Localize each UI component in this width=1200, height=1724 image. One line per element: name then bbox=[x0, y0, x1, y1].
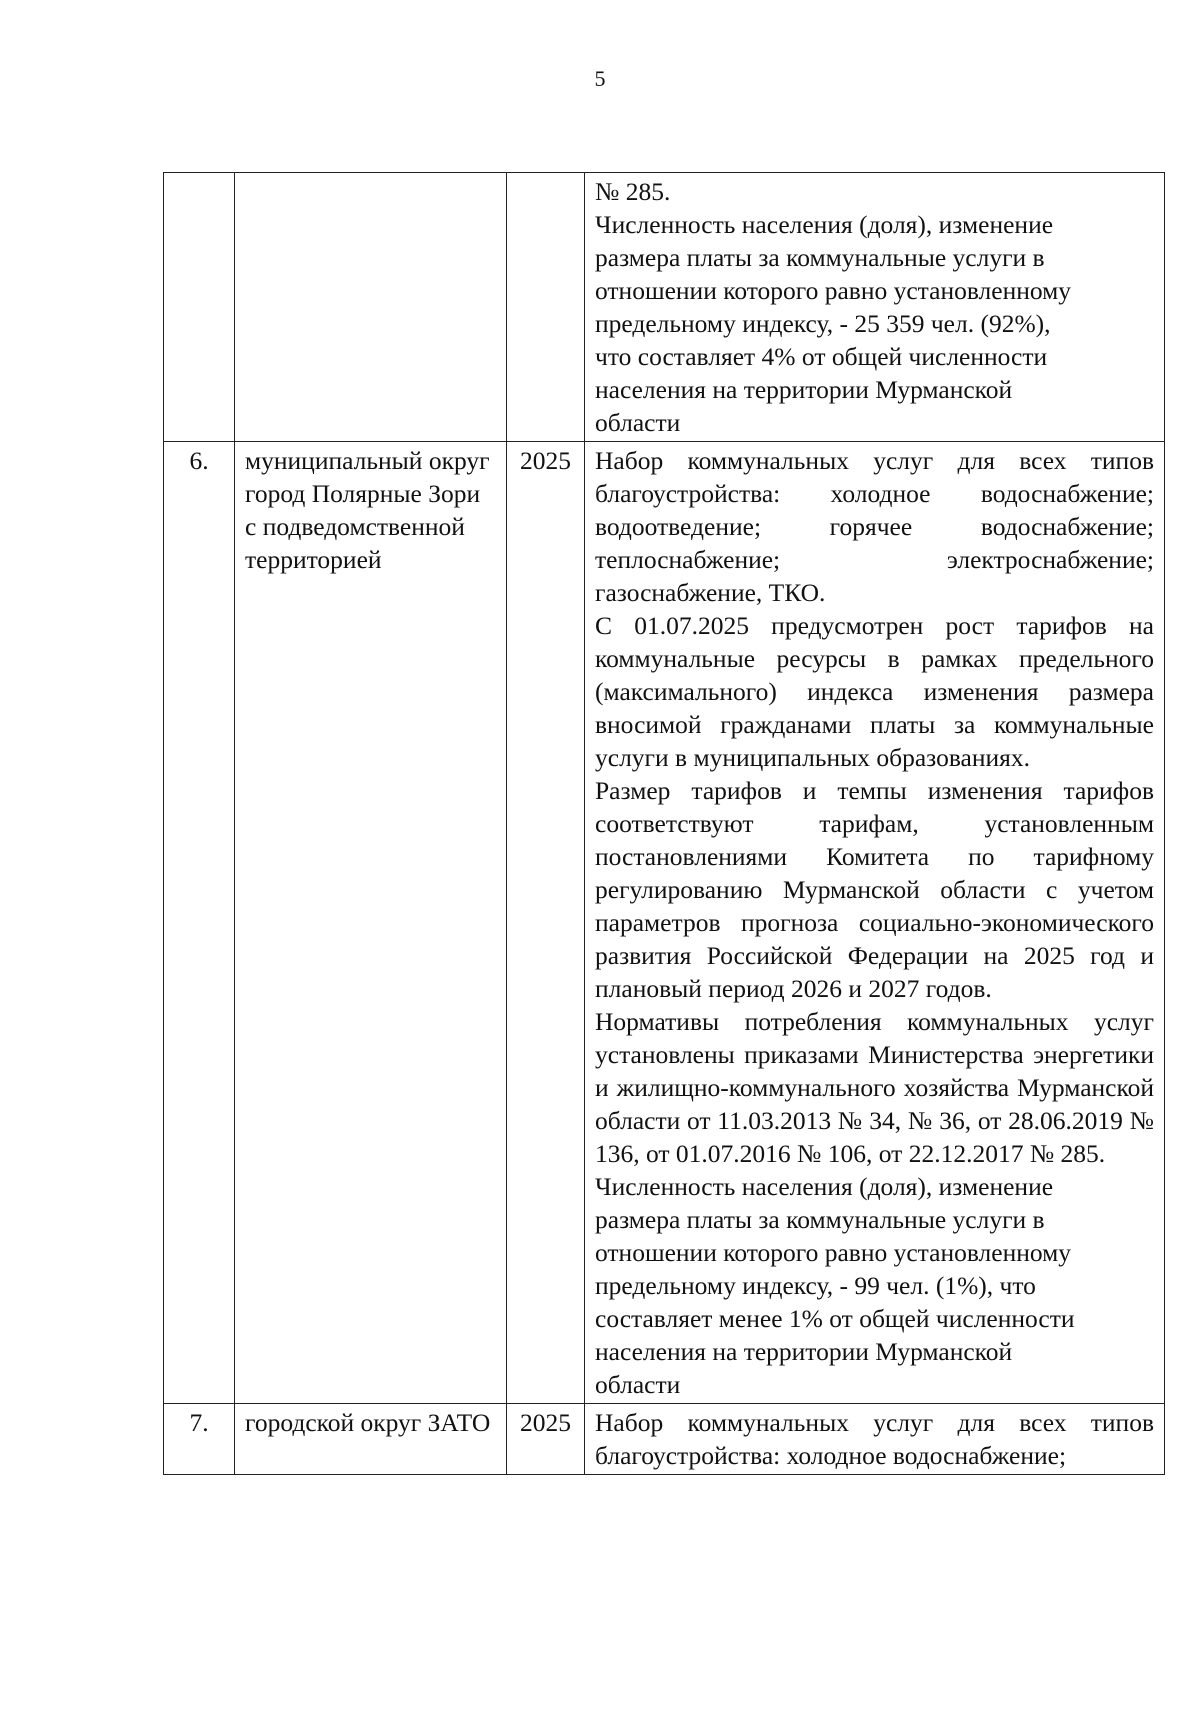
text-line: предельному индексу, - 25 359 чел. (92%), bbox=[595, 309, 1051, 338]
text-line: Численность населения (доля), изменение bbox=[595, 210, 1054, 239]
description-paragraph: Размер тарифов и темпы изменения тарифов соответствуют тарифам, установленным постановлениями Комитета по тарифному регулированию Мурманской области с учетом параметров прогноза социально-экономического развития Российской Федерации на 2025 год и плановый период 2026 и 2027 годов. bbox=[595, 776, 1154, 1003]
description-paragraph: Набор коммунальных услуг для всех типов благоустройства: холодное водоснабжение; водоотведение; горячее водоснабжение; теплоснабжение; электроснабжение; газоснабжение, ТКО. bbox=[595, 446, 1154, 607]
table-row-continued bbox=[164, 173, 1165, 442]
cell-year-empty bbox=[507, 173, 585, 442]
description-paragraph: Набор коммунальных услуг для всех типов благоустройства: холодное водоснабжение; bbox=[595, 1408, 1154, 1470]
text-line: что составляет 4% от общей численности bbox=[595, 342, 1048, 371]
row-description bbox=[585, 442, 1165, 1404]
table-row bbox=[164, 1404, 1165, 1475]
text-line: № 285. bbox=[595, 177, 671, 206]
text-line: области bbox=[595, 1370, 681, 1399]
row-year: 2025 bbox=[507, 442, 585, 1404]
text-line: Численность населения (доля), изменение bbox=[595, 1172, 1054, 1201]
page-number: 5 bbox=[594, 66, 606, 91]
cell-number-empty bbox=[164, 173, 235, 442]
row-year: 2025 bbox=[507, 1404, 585, 1475]
text-line: предельному индексу, - 99 чел. (1%), что bbox=[595, 1271, 1036, 1300]
description-paragraph: С 01.07.2025 предусмотрен рост тарифов на коммунальные ресурсы в рамках предельного (максимального) индекса изменения размера вносимой гражданами платы за коммунальные услуги в муниципальных образованиях. bbox=[595, 611, 1154, 772]
text-line: размера платы за коммунальные услуги в bbox=[595, 243, 1045, 272]
row-number: 6. bbox=[164, 442, 235, 1404]
text-line: размера платы за коммунальные услуги в bbox=[595, 1205, 1045, 1234]
text-line: отношении которого равно установленному bbox=[595, 276, 1072, 305]
municipality-name: городской округ ЗАТО bbox=[235, 1404, 507, 1475]
text-line: составляет менее 1% от общей численности bbox=[595, 1304, 1075, 1333]
table-row bbox=[164, 442, 1165, 1404]
tariff-table bbox=[163, 172, 1165, 1475]
text-line: населения на территории Мурманской bbox=[595, 1337, 1013, 1366]
text-line: отношении которого равно установленному bbox=[595, 1238, 1072, 1267]
cell-name-empty bbox=[235, 173, 507, 442]
text-line: населения на территории Мурманской bbox=[595, 375, 1013, 404]
municipality-name: муниципальный округ город Полярные Зори с подведомственной территорией bbox=[235, 442, 507, 1404]
cell-description-continued bbox=[585, 173, 1165, 442]
description-paragraph: Нормативы потребления коммунальных услуг установлены приказами Министерства энергетики и жилищно-коммунального хозяйства Мурманской области от 11.03.2013 № 34, № 36, от 28.06.2019 № 136, от 01.07.2016 № 106, от 22.12.2017 № 285. bbox=[595, 1007, 1154, 1168]
row-description bbox=[585, 1404, 1165, 1475]
row-number: 7. bbox=[164, 1404, 235, 1475]
text-line: области bbox=[595, 408, 681, 437]
